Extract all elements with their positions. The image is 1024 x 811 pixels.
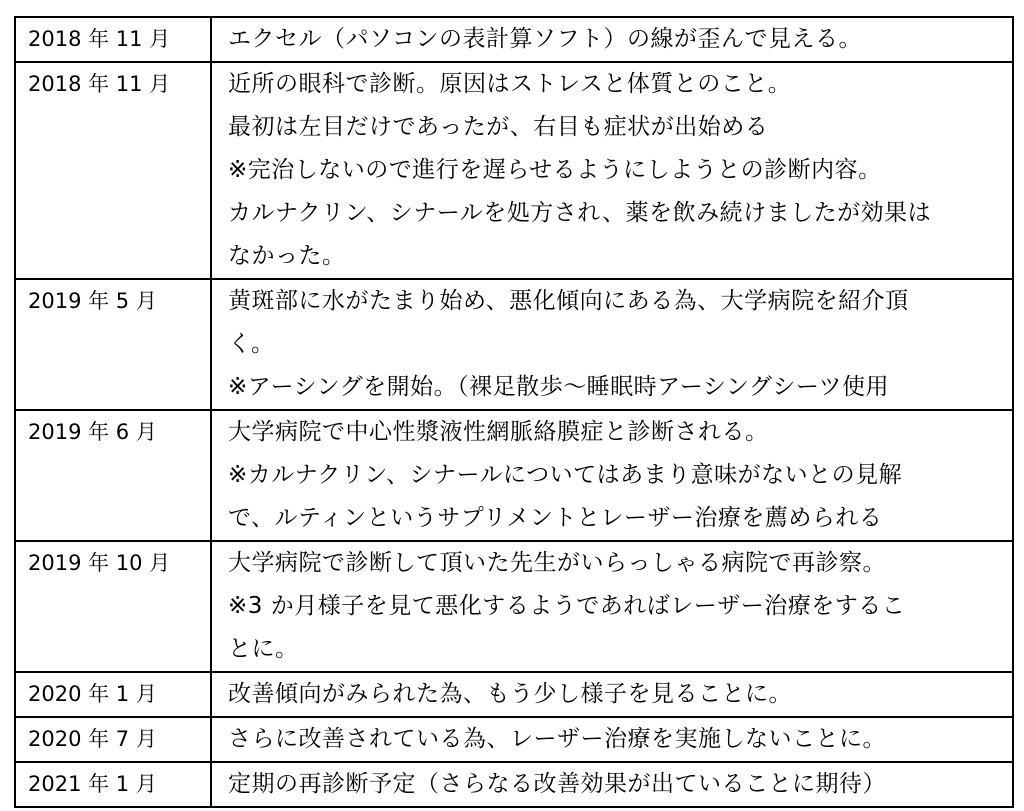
event-text-line: なかった。 bbox=[228, 243, 346, 269]
date-cell: 2018 年 11 月 bbox=[15, 62, 211, 279]
table-row bbox=[15, 410, 1013, 541]
event-text-line: 定期の再診断予定（さらなる改善効果が出ていることに期待） bbox=[228, 771, 886, 797]
table-row bbox=[15, 672, 1013, 717]
event-text-line: で、ルティンというサプリメントとレーザー治療を薦められる bbox=[228, 505, 883, 531]
event-cell bbox=[211, 279, 1013, 410]
event-cell bbox=[211, 672, 1013, 717]
table-row bbox=[15, 62, 1013, 279]
event-text-line: く。 bbox=[228, 331, 275, 357]
event-cell bbox=[211, 62, 1013, 279]
event-text-line: 近所の眼科で診断。原因はストレスと体質とのこと。 bbox=[228, 71, 792, 97]
date-cell: 2021 年 1 月 bbox=[15, 762, 211, 807]
event-text-line: ※カルナクリン、シナールについてはあまり意味がないとの見解 bbox=[228, 462, 903, 488]
event-text-line: ※アーシングを開始。（裸足散歩～睡眠時アーシングシーツ使用 bbox=[228, 374, 889, 400]
event-text-line: ※完治しないので進行を遅らせるようにしようとの診断内容。 bbox=[228, 157, 882, 183]
timeline-table bbox=[14, 16, 1014, 808]
date-cell: 2018 年 11 月 bbox=[15, 17, 211, 62]
event-cell bbox=[211, 762, 1013, 807]
date-cell: 2019 年 6 月 bbox=[15, 410, 211, 541]
event-text-line: さらに改善されている為、レーザー治療を実施しないことに。 bbox=[228, 726, 886, 752]
event-text-line: 大学病院で中心性漿液性網脈絡膜症と診断される。 bbox=[228, 419, 769, 445]
date-cell: 2020 年 7 月 bbox=[15, 717, 211, 762]
event-text-line: エクセル（パソコンの表計算ソフト）の線が歪んで見える。 bbox=[228, 26, 863, 52]
table-row bbox=[15, 17, 1013, 62]
event-text-line: ※3 か月様子を見て悪化するようであればレーザー治療をするこ bbox=[228, 593, 906, 619]
table-row bbox=[15, 541, 1013, 672]
event-cell bbox=[211, 541, 1013, 672]
event-cell bbox=[211, 717, 1013, 762]
event-text-line: 黄斑部に水がたまり始め、悪化傾向にある為、大学病院を紹介頂 bbox=[228, 288, 909, 314]
event-text-line: カルナクリン、シナールを処方され、薬を飲み続けましたが効果は bbox=[228, 200, 932, 226]
table-row bbox=[15, 762, 1013, 807]
event-text-line: 最初は左目だけであったが、右目も症状が出始める bbox=[228, 114, 769, 140]
event-text-line: 大学病院で診断して頂いた先生がいらっしゃる病院で再診察。 bbox=[228, 550, 886, 576]
date-cell: 2019 年 10 月 bbox=[15, 541, 211, 672]
event-cell bbox=[211, 17, 1013, 62]
event-text-line: 改善傾向がみられた為、もう少し様子を見ることに。 bbox=[228, 681, 792, 707]
table-row bbox=[15, 717, 1013, 762]
table-row bbox=[15, 279, 1013, 410]
event-text-line: とに。 bbox=[228, 636, 299, 662]
date-cell: 2019 年 5 月 bbox=[15, 279, 211, 410]
date-cell: 2020 年 1 月 bbox=[15, 672, 211, 717]
event-cell bbox=[211, 410, 1013, 541]
